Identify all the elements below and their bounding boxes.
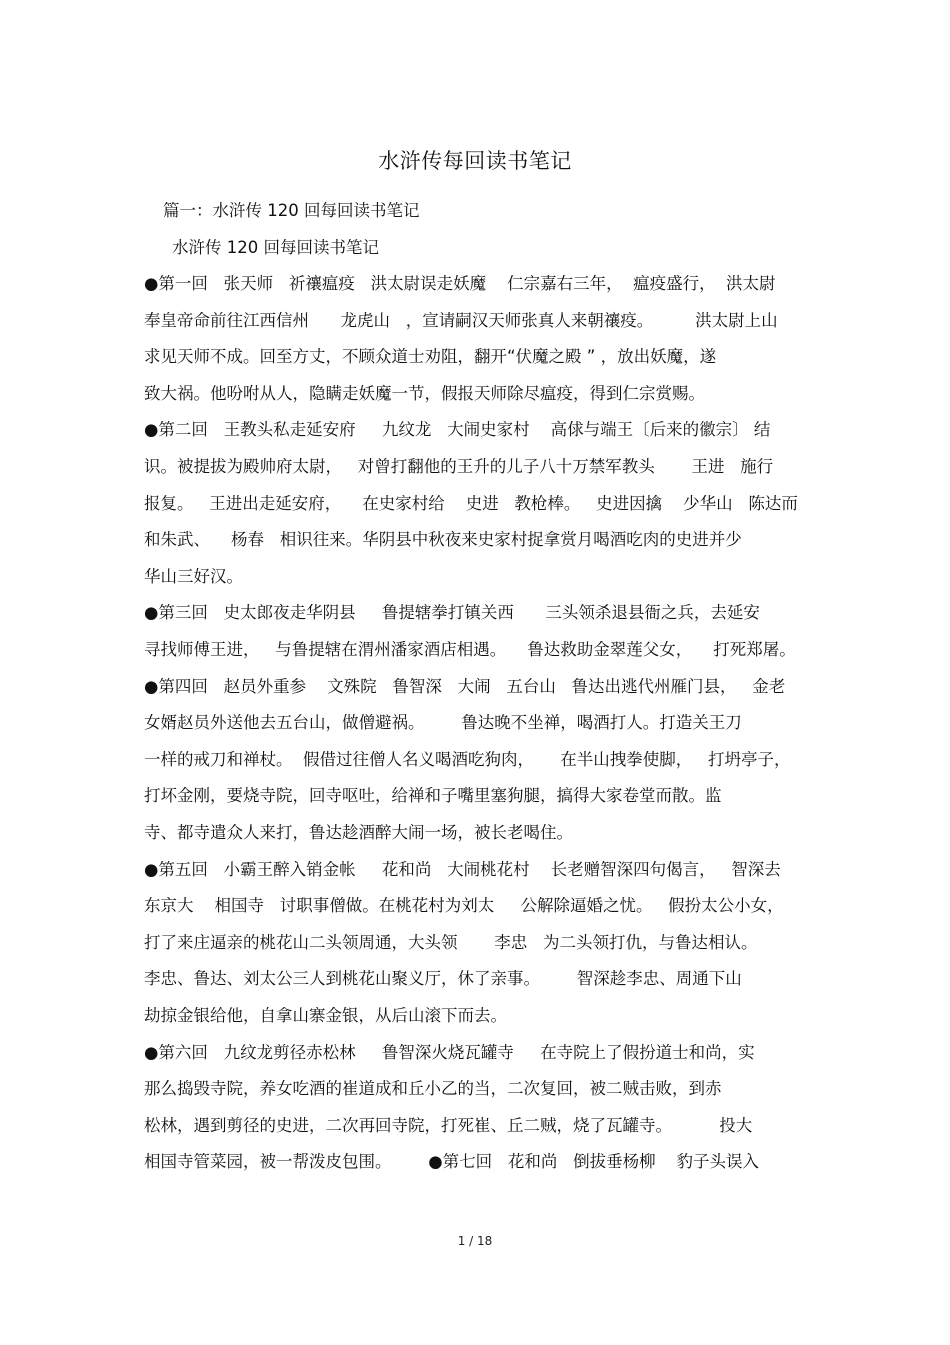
body-line: 那么捣毁寺院，养女吃酒的崔道成和丘小乙的当，二次复回，被二贼击败，到赤 <box>144 1079 722 1099</box>
body-line: ●第六回 九纹龙剪径赤松林 鲁智深火烧瓦罐寺 在寺院上了假扮道士和尚，实 <box>144 1042 755 1062</box>
body-line: 和朱武、 杨春 相识往来。华阴县中秋夜来史家村捉拿赏月喝酒吃肉的史进并少 <box>144 530 742 550</box>
body-line: ●第四回 赵员外重参 文殊院 鲁智深 大闹 五台山 鲁达出逃代州雁门县， 金老 <box>144 676 786 696</box>
body-line: 松林，遇到剪径的史进，二次再回寺院，打死崔、丘二贼，烧了瓦罐寺。 投大 <box>144 1115 753 1135</box>
body-line: 一样的戒刀和禅杖。 假借过往僧人名义喝酒吃狗肉， 在半山拽拳使脚， 打坍亭子， <box>144 749 791 769</box>
body-line: 致大祸。他吩咐从人，隐瞒走妖魔一节，假报天师除尽瘟疫，得到仁宗赏赐。 <box>144 383 705 403</box>
body-line: 寺、都寺遣众人来打，鲁达趁酒醉大闹一场，被长老喝住。 <box>144 823 573 842</box>
body-line: ●第一回 张天师 祈禳瘟疫 洪太尉误走妖魔 仁宗嘉右三年， 瘟疫盛行， 洪太尉 <box>144 274 776 293</box>
body-line: 劫掠金银给他，自拿山寨金银，从后山滚下而去。 <box>144 1006 507 1025</box>
body-line: 女婿赵员外送他去五台山，做僧避祸。 鲁达晚不坐禅，喝酒打人。打造关王刀 <box>144 713 742 733</box>
subheading-chapter: 篇一：水浒传 120 回每回读书笔记 <box>163 201 420 220</box>
body-line: 报复。 王进出走延安府， 在史家村给 史进 教枪棒。 史进因擒 少华山 陈达而 <box>144 493 798 513</box>
body-line: 打了来庄逼亲的桃花山二头领周通，大头领 李忠 为二头领打仇，与鲁达相认。 <box>144 932 758 952</box>
page-number: 1 / 18 <box>457 1234 493 1248</box>
body-line: ●第五回 小霸王醉入销金帐 花和尚 大闹桃花村 长老赠智深四句偈言， 智深去 <box>144 859 781 879</box>
document-title: 水浒传每回读书笔记 <box>378 149 572 173</box>
body-line: 求见天师不成。回至方丈，不顾众道士劝阻，翻开“伏魔之殿 ” ，放出妖魔，遂 <box>144 347 717 367</box>
body-line: ●第三回 史太郎夜走华阴县 鲁提辖拳打镇关西 三头领杀退县衙之兵，去延安 <box>144 603 760 623</box>
body-line: ●第二回 王教头私走延安府 九纹龙 大闹史家村 高俅与端王〔后来的徽宗〕 结 <box>144 420 771 440</box>
body-line: 识。被提拔为殿帅府太尉， 对曾打翻他的王升的儿子八十万禁军教头 王进 施行 <box>144 457 774 476</box>
body-line: 李忠、鲁达、刘太公三人到桃花山聚义厅，休了亲事。 智深趁李忠、周通下山 <box>144 969 742 989</box>
body-line: 打坏金刚，要烧寺院，回寺呕吐，给禅和子嘴里塞狗腿，搞得大家卷堂而散。监 <box>144 786 722 806</box>
body-line: 寻找师傅王进， 与鲁提辖在渭州潘家酒店相遇。 鲁达救助金翠莲父女， 打死郑屠。 <box>144 640 796 659</box>
subheading-notes: 水浒传 120 回每回读书笔记 <box>172 238 379 257</box>
body-line: 相国寺管菜园，被一帮泼皮包围。 ●第七回 花和尚 倒拔垂杨柳 豹子头误入 <box>144 1152 760 1172</box>
body-line: 华山三好汉。 <box>144 566 243 586</box>
body-line: 奉皇帝命前往江西信州 龙虎山 ，宣请嗣汉天师张真人来朝禳疫。 洪太尉上山 <box>144 310 778 330</box>
body-line: 东京大 相国寺 讨职事僧做。在桃花村为刘太 公解除逼婚之忧。 假扮太公小女， <box>144 896 784 916</box>
